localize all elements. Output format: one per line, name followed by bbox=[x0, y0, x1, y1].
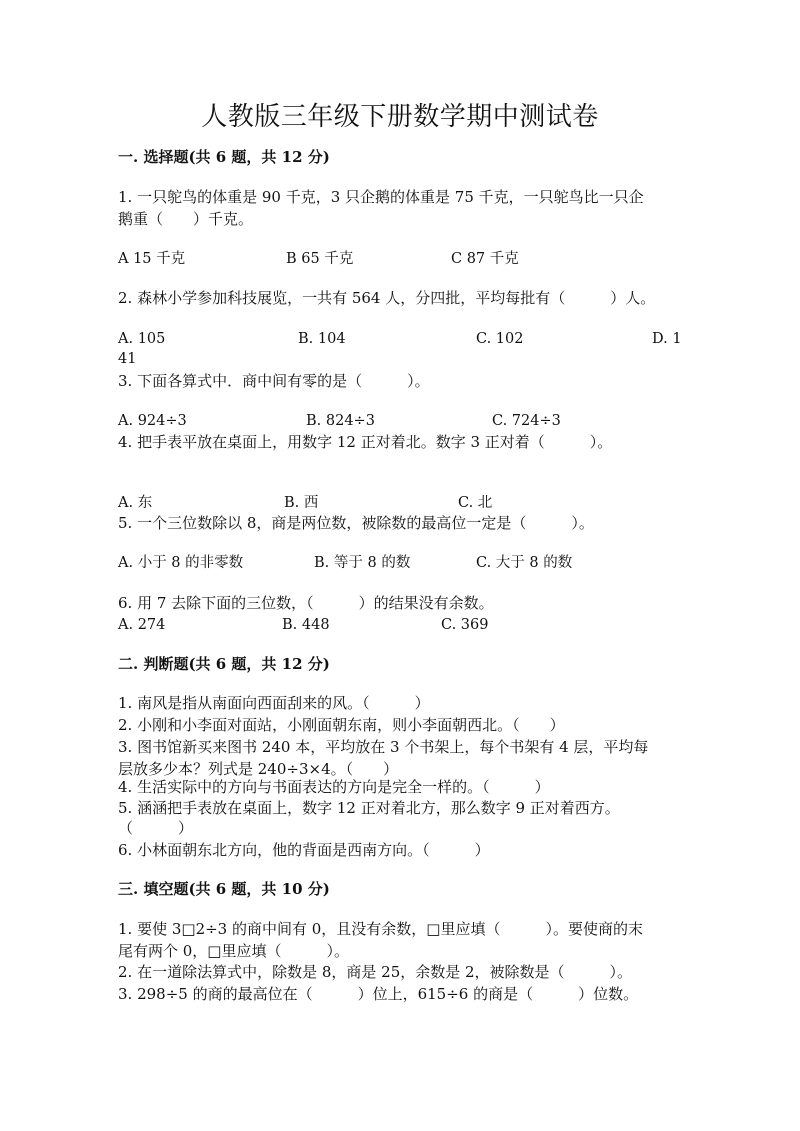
choice-q1-option-a: A 15 千克 bbox=[118, 251, 186, 267]
choice-q5-option-a: A. 小于 8 的非零数 bbox=[118, 555, 244, 571]
judge-q6: 6. 小林面朝东北方向，他的背面是西南方向。（ ） bbox=[118, 841, 490, 859]
judge-q3-line1: 3. 图书馆新买来图书 240 本，平均放在 3 个书架上，每个书架有 4 层，平均每 bbox=[118, 738, 649, 756]
choice-q3-option-a: A. 924÷3 bbox=[118, 413, 187, 429]
choice-q5-line1: 5. 一个三位数除以 8，商是两位数，被除数的最高位一定是（ ）。 bbox=[118, 514, 594, 532]
fill-q1-line2: 尾有两个 0，□里应填（ ）。 bbox=[118, 942, 349, 960]
choice-q4-option-a: A. 东 bbox=[118, 495, 153, 511]
choice-q4-option-b: B. 西 bbox=[284, 495, 319, 511]
choice-q3-line1: 3. 下面各算式中．商中间有零的是（ ）。 bbox=[118, 372, 430, 390]
choice-q1-option-c: C 87 千克 bbox=[451, 251, 519, 267]
choice-q2-option-d: D. 1 bbox=[652, 331, 682, 347]
choice-q2-option-a: A. 105 bbox=[118, 331, 166, 347]
choice-q6-option-c: C. 369 bbox=[441, 617, 489, 633]
judge-q2: 2. 小刚和小李面对面站，小刚面朝东南，则小李面朝西北。（ ） bbox=[118, 716, 565, 734]
judge-q5-line1: 5. 涵涵把手表放在桌面上，数字 12 正对着北方，那么数字 9 正对着西方。 bbox=[118, 799, 620, 817]
fill-q2: 2. 在一道除法算式中，除数是 8，商是 25，余数是 2，被除数是（ ）。 bbox=[118, 963, 633, 981]
choice-q6-option-a: A. 274 bbox=[118, 617, 166, 633]
choice-q5-option-c: C. 大于 8 的数 bbox=[476, 555, 573, 571]
choice-q4-line1: 4. 把手表平放在桌面上，用数字 12 正对着北。数字 3 正对着（ ）。 bbox=[118, 433, 613, 451]
choice-q2-option-c: C. 102 bbox=[476, 331, 524, 347]
judge-q4: 4. 生活实际中的方向与书面表达的方向是完全一样的。（ ） bbox=[118, 778, 550, 796]
choice-q1-line1: 1. 一只鸵鸟的体重是 90 千克，3 只企鹅的体重是 75 千克，一只鸵鸟比一只企 bbox=[118, 188, 644, 206]
choice-q2-line1: 2. 森林小学参加科技展览，一共有 564 人，分四批，平均每批有（ ）人。 bbox=[118, 289, 656, 307]
choice-q1-option-b: B 65 千克 bbox=[286, 251, 354, 267]
fill-q1-line1: 1. 要使 3□2÷3 的商中间有 0，且没有余数，□里应填（ ）。要使商的末 bbox=[118, 920, 643, 938]
fill-q3: 3. 298÷5 的商的最高位在（ ）位上，615÷6 的商是（ ）位数。 bbox=[118, 985, 639, 1003]
section-heading-choice: 一. 选择题(共 6 题，共 12 分) bbox=[118, 148, 330, 166]
judge-q5-line2: （ ） bbox=[118, 819, 194, 837]
choice-q1-line2: 鹅重（ ）千克。 bbox=[118, 210, 254, 228]
page-title: 人教版三年级下册数学期中测试卷 bbox=[201, 102, 599, 132]
section-heading-judge: 二. 判断题(共 6 题，共 12 分) bbox=[118, 655, 330, 673]
choice-q6-line1: 6. 用 7 去除下面的三位数，（ ）的结果没有余数。 bbox=[118, 594, 494, 612]
choice-q6-option-b: B. 448 bbox=[282, 617, 330, 633]
choice-q5-option-b: B. 等于 8 的数 bbox=[314, 555, 411, 571]
judge-q1: 1. 南风是指从南面向西面刮来的风。（ ） bbox=[118, 694, 430, 712]
section-heading-fill: 三. 填空题(共 6 题，共 10 分) bbox=[118, 880, 330, 898]
choice-q3-option-c: C. 724÷3 bbox=[492, 413, 561, 429]
choice-q4-option-c: C. 北 bbox=[458, 495, 493, 511]
judge-q3-line2: 层放多少本？列式是 240÷3×4。（ ） bbox=[118, 760, 399, 778]
choice-q2-option-d-wrap: 41 bbox=[118, 351, 137, 367]
choice-q3-option-b: B. 824÷3 bbox=[306, 413, 375, 429]
choice-q2-option-b: B. 104 bbox=[298, 331, 346, 347]
